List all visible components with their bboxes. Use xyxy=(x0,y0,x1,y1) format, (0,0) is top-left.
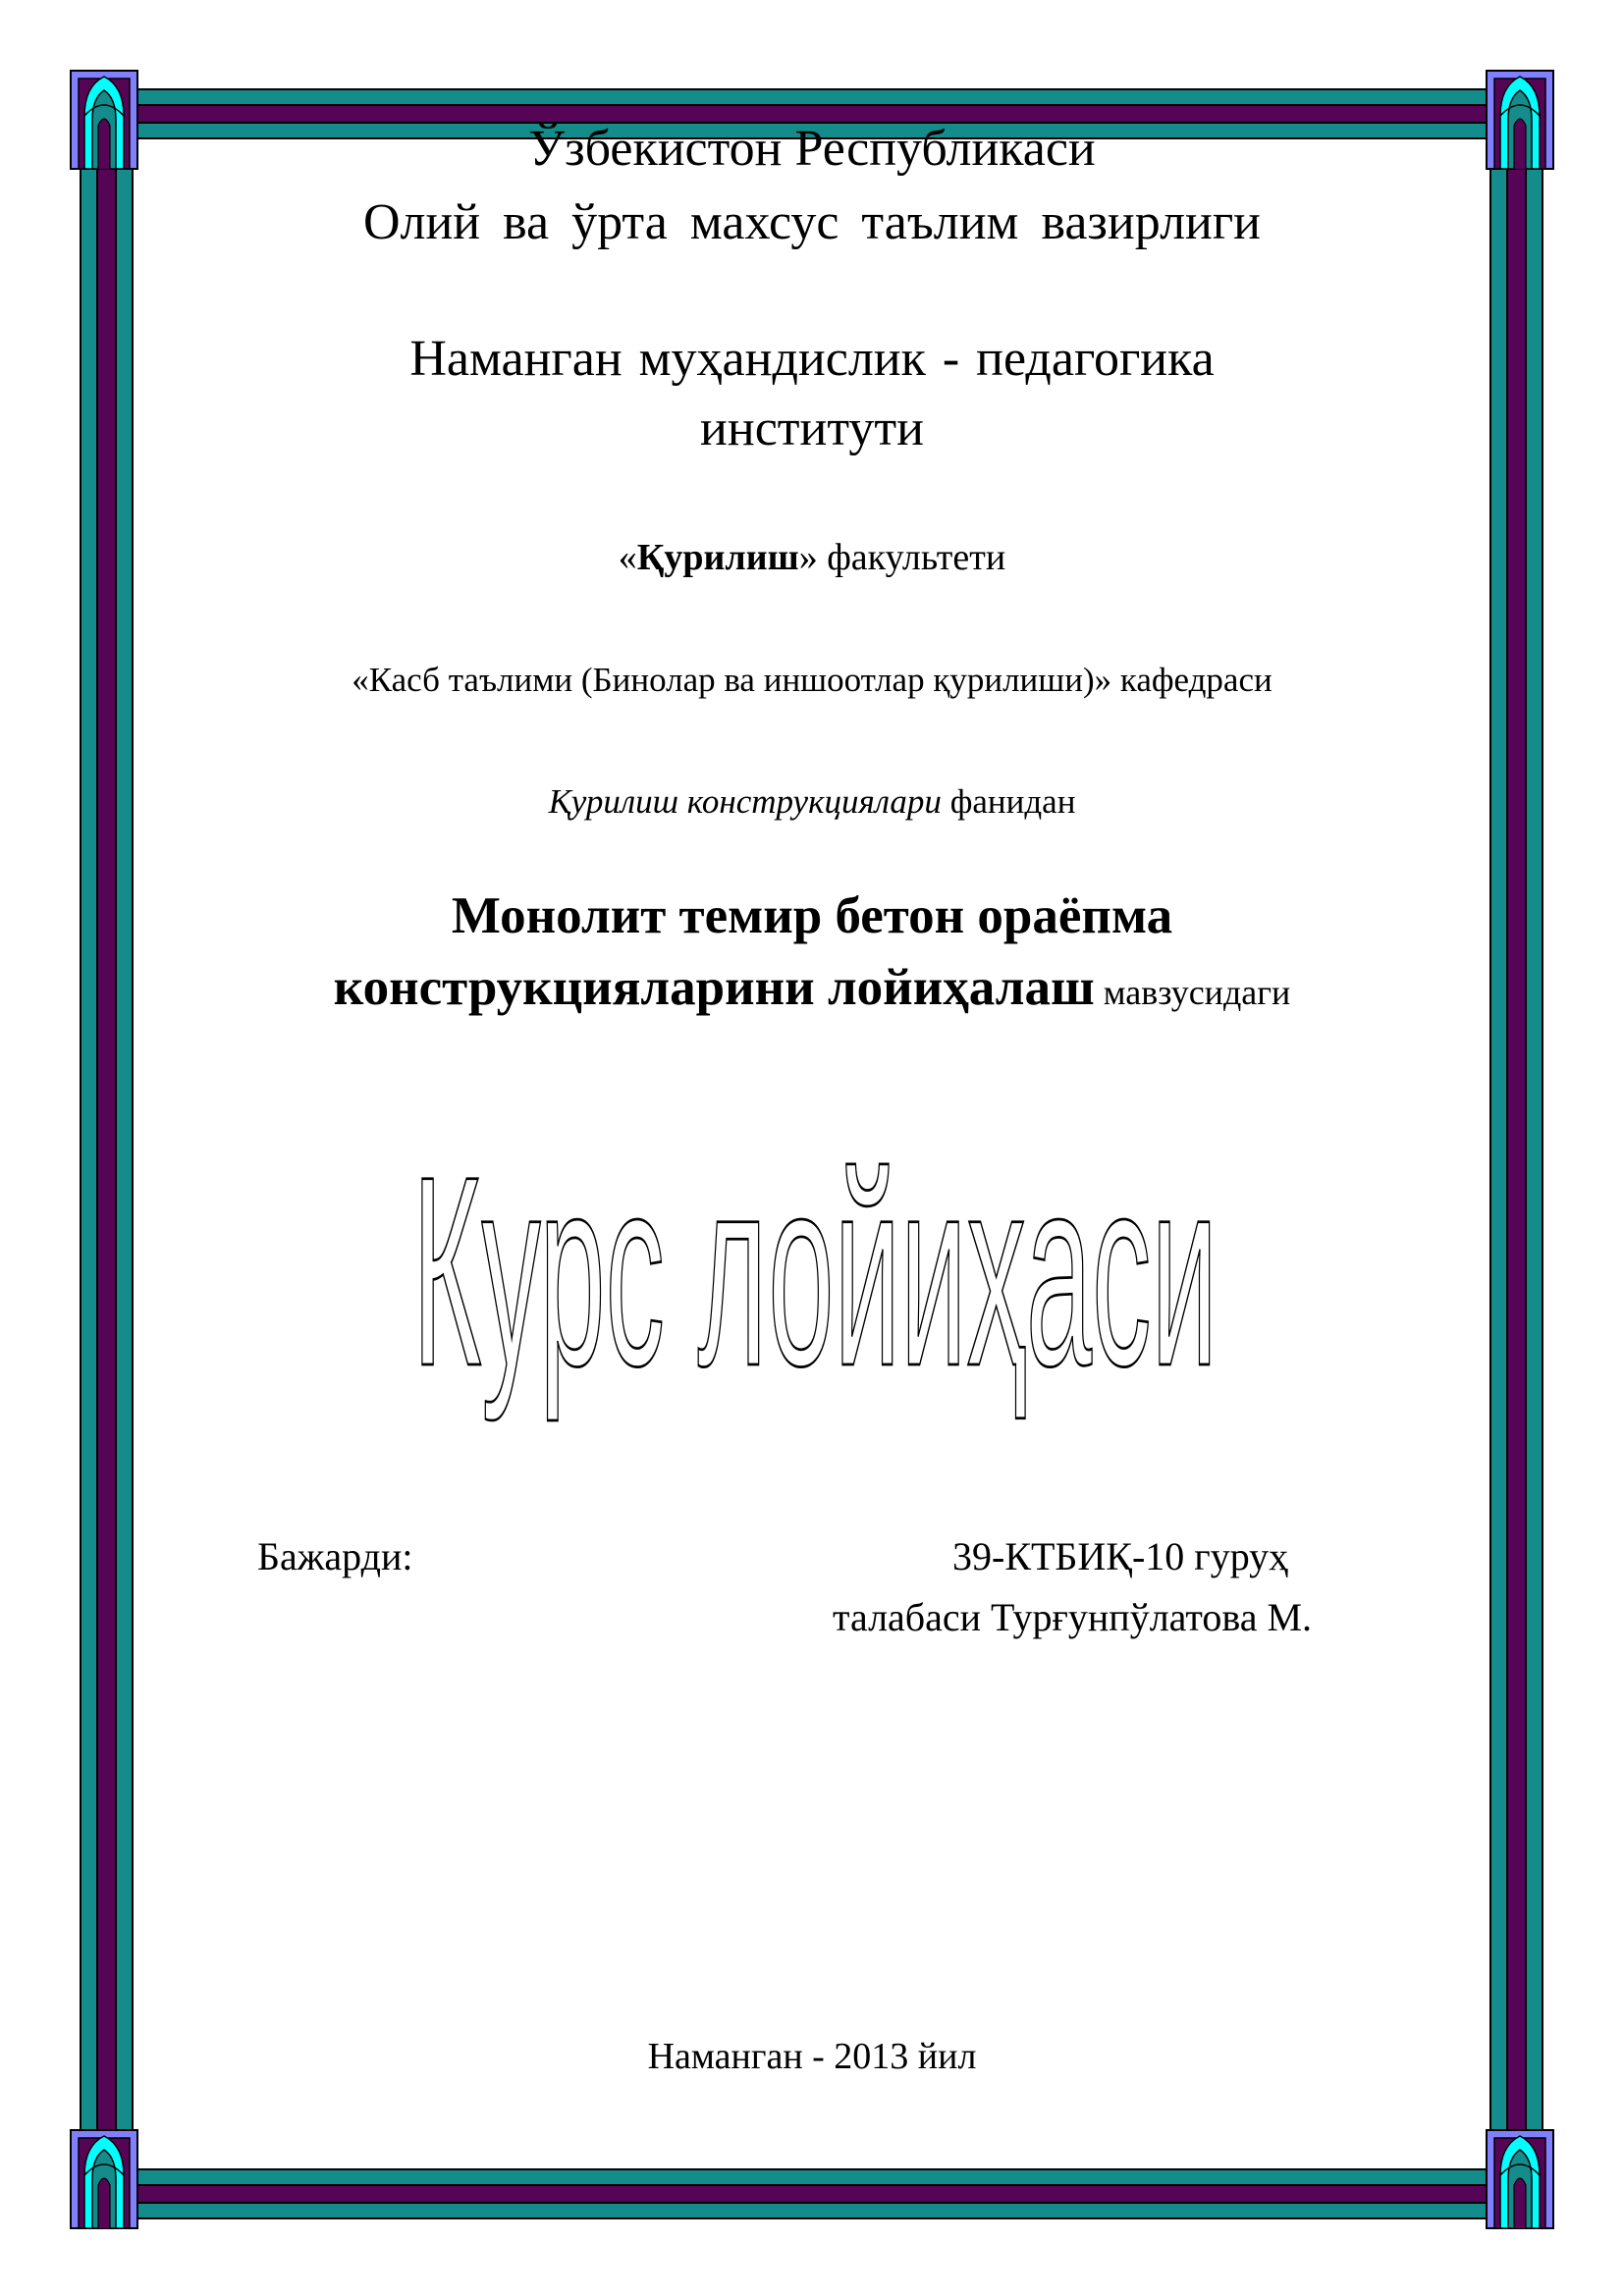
ministry-name: Олий ва ўрта махсус таълим вазирлиги xyxy=(362,194,1262,250)
republic-name: Ўзбекистон Республикаси xyxy=(528,121,1096,177)
performer-student: талабаси Турғунпўлатова М. xyxy=(833,1595,1313,1639)
topic-line2 xyxy=(0,956,1624,1024)
institute-name-line1: Наманган муҳандислик - педагогика xyxy=(409,331,1215,387)
document-title-graphic xyxy=(393,1129,1237,1423)
subject-suffix: фанидан xyxy=(941,782,1076,821)
performer-group: 39-КТБИҚ-10 гуруҳ xyxy=(952,1534,1289,1578)
city-year: Наманган - 2013 йил xyxy=(647,2036,977,2077)
border-bottom xyxy=(128,2168,1496,2221)
institute-name-line2: институти xyxy=(700,400,924,456)
faculty-name: Қурилиш xyxy=(636,537,799,578)
performer-label: Бажарди: xyxy=(257,1534,413,1578)
corner-ornament-bottom-right xyxy=(1481,2124,1559,2232)
faculty-suffix: факультети xyxy=(817,537,1006,578)
subject-line xyxy=(0,780,1624,824)
faculty-line xyxy=(0,535,1624,580)
topic-line1: Монолит темир бетон ораёпма xyxy=(451,887,1173,944)
document-title: Курс лойиҳаси xyxy=(411,1129,1218,1422)
department-line: «Касб таълими (Бинолар ва иншоотлар қурилиши)» кафедраси xyxy=(352,661,1272,699)
topic-line2-suffix: мавзусидаги xyxy=(1094,973,1291,1012)
topic-line2-bold: конструкцияларини лойиҳалаш xyxy=(333,959,1095,1016)
faculty-open-quote: « xyxy=(618,537,637,578)
subject-name: Қурилиш конструкциялари xyxy=(548,782,942,821)
faculty-close-quote: » xyxy=(798,537,818,578)
corner-ornament-bottom-left xyxy=(65,2124,143,2232)
